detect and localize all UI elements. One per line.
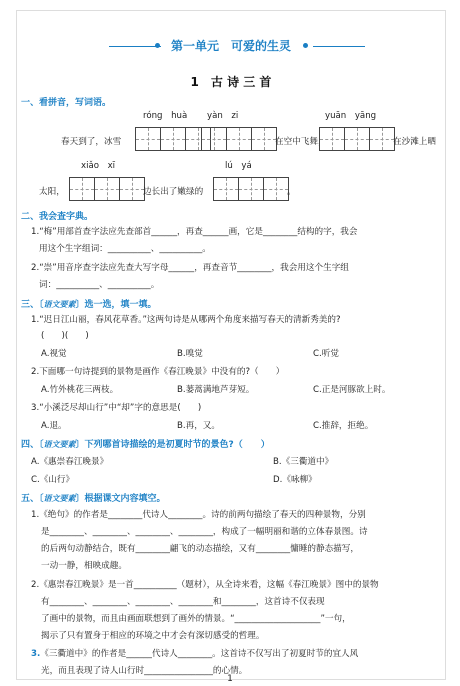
answer-grid-2[interactable] — [201, 127, 277, 151]
pinyin-4: xiǎo xī — [81, 161, 116, 171]
section-4-prefix: 四、〔 — [21, 440, 44, 450]
unit-title: 第一单元 可爱的生灵 — [170, 39, 291, 53]
page-number: 1 — [227, 674, 233, 684]
s5-q3-line1 — [31, 647, 358, 659]
s3-q3-opt-b[interactable]: B.再，又。 — [177, 421, 221, 431]
unit-deco-right — [313, 46, 365, 47]
s3-q1-paren[interactable]: ( )( ) — [41, 331, 89, 341]
section-5-prefix: 五、〔 — [21, 494, 44, 504]
s3-q2: 2.下面哪一句诗提到的景物是画作《春江晚景》中没有的?（ ） — [31, 367, 285, 377]
s4-opt-b[interactable]: B.《三衢道中》 — [273, 457, 334, 467]
section-3-heading — [21, 297, 157, 310]
pinyin-3: yuān yāng — [325, 111, 377, 121]
s5-q1-line4: 一动一静，相映成趣。 — [41, 561, 127, 571]
section-2-heading: 二、我会查字典。 — [21, 212, 94, 222]
s1-text-3: 在沙滩上晒 — [393, 137, 436, 147]
s5-q2-line3: 了画中的景物，而且由画面联想到了画外的情景。“____________________”一句， — [41, 614, 351, 624]
s4-opt-a[interactable]: A.《惠崇春江晚景》 — [31, 457, 109, 467]
s1-text-4: 太阳， — [39, 187, 65, 197]
s2-q1-line1: 1.“梅”用部首查字法应先查部首______，再查______画，它是________结构的字，我会 — [31, 227, 358, 237]
section-5-title: 〕根据课文内容填空。 — [75, 494, 166, 504]
s3-q3-opt-a[interactable]: A.退。 — [41, 421, 67, 431]
section-5-heading — [21, 491, 166, 504]
s2-q2-line1: 2.“崇”用音序查字法应先查大写字母______，再查音节________，我会用这个生字组 — [31, 263, 349, 273]
s5-q1-line1: 1.《绝句》的作者是________代诗人________。诗的前两句描绘了春天的四种景物，分别 — [31, 510, 366, 520]
s3-q1-opt-a[interactable]: A.视觉 — [41, 349, 67, 359]
s5-q3-text: 《三衢道中》的作者是______代诗人________。这首诗不仅写出了初夏时节的宜人风 — [40, 649, 359, 659]
s5-q2-line1: 2.《惠崇春江晚景》是一首__________（题材），从全诗来看，这幅《春江晚景》图中的景物 — [31, 580, 379, 590]
s5-q3-line2: 光，而且表现了诗人山行时________________的心情。 — [41, 666, 248, 676]
section-3-prefix: 三、〔 — [21, 300, 44, 310]
section-3-title: 〕选一选，填一填。 — [75, 300, 157, 310]
s3-q1-opt-b[interactable]: B.嗅觉 — [177, 349, 203, 359]
answer-grid-3[interactable] — [319, 127, 395, 151]
s5-q1-line3: 的后两句动静结合，既有________翩飞的动态描绘，又有________慵睡的静态描写， — [41, 544, 359, 554]
answer-grid-4[interactable] — [69, 177, 145, 201]
s5-q1-line2: 是________、________、________、________，构成了一幅明丽和谐的立体春景图。诗 — [41, 527, 368, 537]
s3-q1-opt-c[interactable]: C.听觉 — [313, 349, 339, 359]
s4-opt-c[interactable]: C.《山行》 — [31, 475, 75, 485]
s5-q3-number: 3. — [31, 649, 41, 659]
section-4-heading — [21, 437, 270, 450]
section-4-title: 〕下列哪首诗描绘的是初夏时节的景色?（ ） — [75, 440, 270, 450]
s3-q2-opt-c[interactable]: C.正是河豚欲上时。 — [313, 385, 391, 395]
pinyin-2: yàn zi — [207, 111, 239, 121]
s3-q2-opt-b[interactable]: B.蒌蒿满地芦芽短。 — [177, 385, 255, 395]
pinyin-5: lú yá — [225, 161, 252, 171]
s1-text-2: 在空中飞舞， — [275, 137, 327, 147]
s2-q1-line2: 用这个生字组词：__________、__________。 — [39, 244, 211, 254]
s3-q3-opt-c[interactable]: C.推辞，拒绝。 — [313, 421, 374, 431]
lesson-title: 1 古 诗 三 首 — [190, 75, 272, 89]
s4-opt-d[interactable]: D.《咏柳》 — [273, 475, 317, 485]
s1-text-1: 春天到了，冰雪 — [61, 137, 122, 147]
s1-text-6: 。 — [287, 187, 296, 197]
section-1-heading: 一、看拼音，写词语。 — [21, 98, 112, 108]
pinyin-1: róng huà — [143, 111, 188, 121]
s2-q2-line2: 词：__________、__________。 — [39, 280, 160, 290]
answer-grid-1[interactable] — [135, 127, 211, 151]
s1-text-5: 边长出了嫩绿的 — [143, 187, 204, 197]
page — [16, 10, 446, 680]
s5-q2-line2: 有________、________、________、________和________，这首诗不仅表现 — [41, 597, 325, 607]
unit-deco-dot-right — [303, 43, 308, 48]
s3-q2-opt-a[interactable]: A.竹外桃花三两枝。 — [41, 385, 119, 395]
section-4-tag: 语文要素 — [43, 440, 76, 449]
s5-q2-line4: 揭示了只有置身于相应的环境之中才会有深切感受的哲理。 — [41, 631, 265, 641]
section-5-tag: 语文要素 — [43, 494, 76, 503]
answer-grid-5[interactable] — [213, 177, 289, 201]
s3-q1: 1.“迟日江山丽，春风花草香。”这两句诗是从哪两个角度来描写春天的清新秀美的? — [31, 315, 341, 325]
s3-q3: 3.“小溪泛尽却山行”中“却”字的意思是( ) — [31, 403, 202, 413]
section-3-tag: 语文要素 — [43, 300, 76, 309]
